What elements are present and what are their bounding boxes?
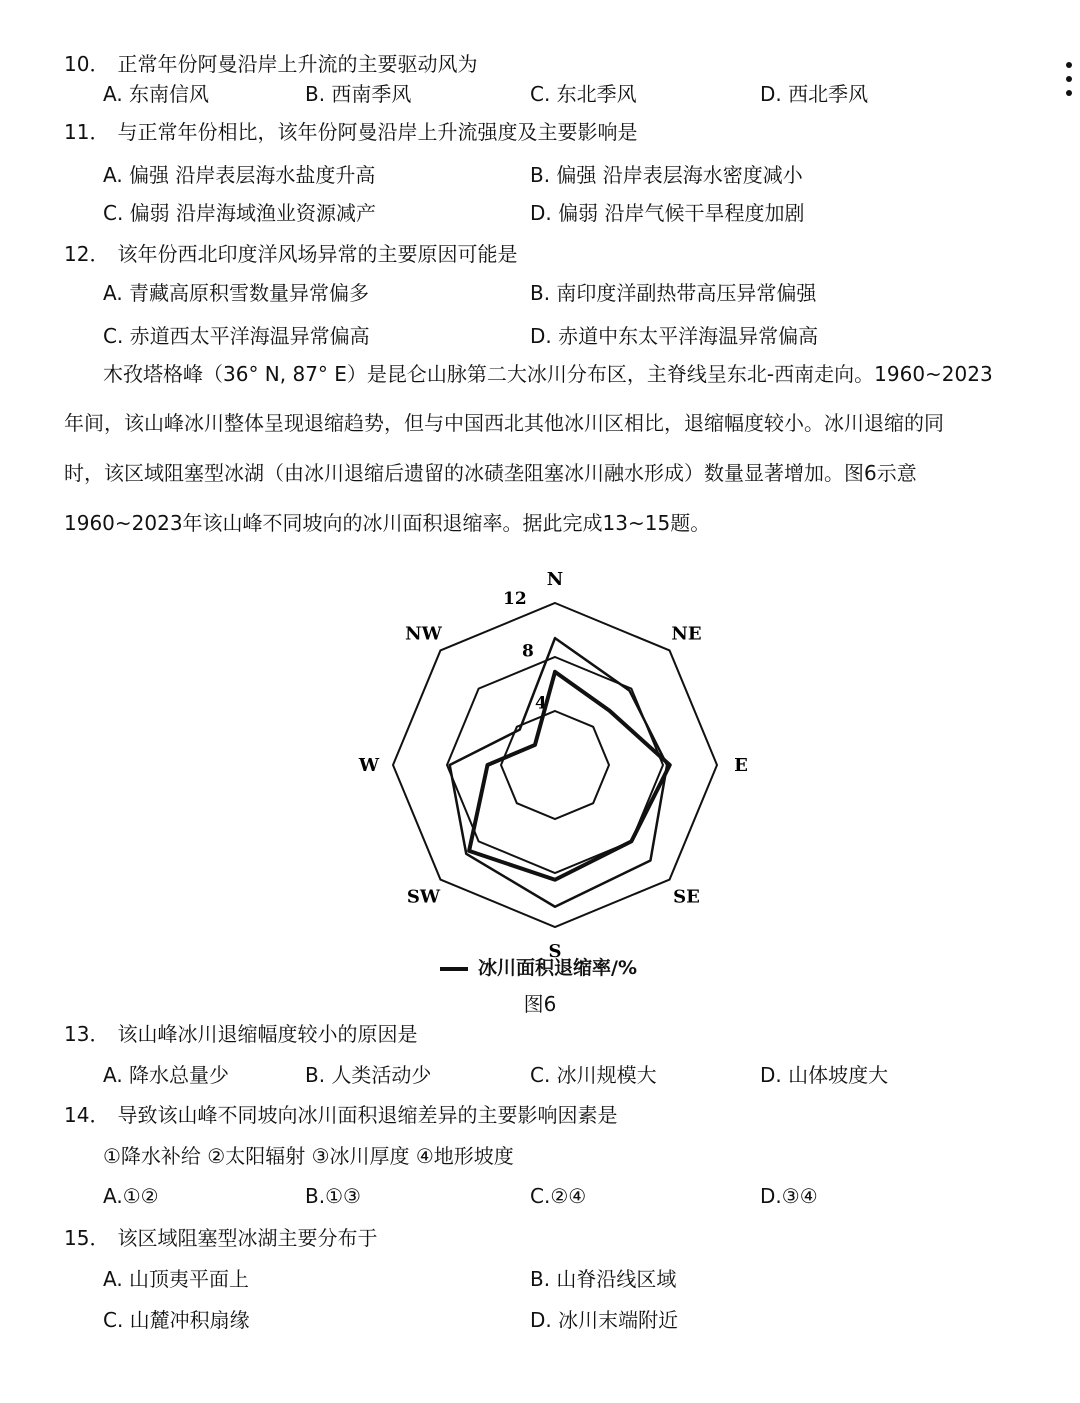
option-a[interactable]: A. 偏强 沿岸表层海水盐度升高 bbox=[103, 163, 376, 187]
option-c[interactable]: C. 偏弱 沿岸海域渔业资源减产 bbox=[103, 201, 377, 225]
question-number: 14． bbox=[64, 1103, 110, 1127]
radar-labels bbox=[358, 569, 748, 960]
radar-series bbox=[450, 638, 670, 907]
option-d[interactable]: D. 山体坡度大 bbox=[760, 1063, 889, 1087]
legend-line-icon bbox=[440, 967, 468, 971]
direction-label-ne: NE bbox=[671, 623, 702, 645]
direction-label-s: S bbox=[548, 941, 562, 960]
question-number: 13． bbox=[64, 1022, 110, 1046]
option-b[interactable]: B.①③ bbox=[305, 1184, 361, 1208]
passage-line-3: 时，该区域阻塞型冰湖（由冰川退缩后遗留的冰碛垄阻塞冰川融水形成）数量显著增加。图6示意 bbox=[64, 461, 917, 485]
option-b[interactable]: B. 人类活动少 bbox=[305, 1063, 432, 1087]
question-stem: 与正常年份相比，该年份阿曼沿岸上升流强度及主要影响是 bbox=[117, 120, 638, 144]
option-c[interactable]: C. 山麓冲积扇缘 bbox=[103, 1308, 250, 1332]
question-number: 12． bbox=[64, 242, 110, 266]
question-11 bbox=[64, 118, 637, 146]
option-d[interactable]: D. 冰川末端附近 bbox=[530, 1308, 679, 1332]
ring-label: 8 bbox=[521, 641, 534, 662]
option-a[interactable]: A. 山顶夷平面上 bbox=[103, 1267, 250, 1291]
question-14 bbox=[64, 1101, 617, 1129]
figure-caption: 图6 bbox=[523, 992, 557, 1016]
direction-label-nw: NW bbox=[405, 623, 442, 645]
legend-label: 冰川面积退缩率/% bbox=[478, 957, 637, 979]
question-stem: 正常年份阿曼沿岸上升流的主要驱动风为 bbox=[117, 52, 478, 76]
passage-line-4: 1960~2023年该山峰不同坡向的冰川面积退缩率。据此完成13~15题。 bbox=[64, 511, 711, 535]
direction-label-se: SE bbox=[673, 886, 700, 908]
direction-label-w: W bbox=[358, 755, 380, 776]
option-d[interactable]: D. 赤道中东太平洋海温异常偏高 bbox=[530, 324, 819, 348]
option-d[interactable]: D. 偏弱 沿岸气候干旱程度加剧 bbox=[530, 201, 805, 225]
question-15 bbox=[64, 1224, 377, 1252]
option-c[interactable]: C.②④ bbox=[530, 1184, 587, 1208]
question-stem: 该区域阻塞型冰湖主要分布于 bbox=[117, 1226, 378, 1250]
direction-label-sw: SW bbox=[406, 886, 441, 908]
option-b[interactable]: B. 偏强 沿岸表层海水密度减小 bbox=[530, 163, 803, 187]
series-line-2 bbox=[450, 638, 667, 907]
series-line-1 bbox=[469, 672, 670, 880]
option-a[interactable]: A.①② bbox=[103, 1184, 159, 1208]
direction-label-n: N bbox=[546, 569, 564, 590]
option-a[interactable]: A. 青藏高原积雪数量异常偏多 bbox=[103, 281, 370, 305]
question-number: 10． bbox=[64, 52, 110, 76]
option-a[interactable]: A. 东南信风 bbox=[103, 82, 210, 106]
radar-chart bbox=[330, 560, 770, 960]
question-stem: 导致该山峰不同坡向冰川面积退缩差异的主要影响因素是 bbox=[117, 1103, 618, 1127]
option-c[interactable]: C. 冰川规模大 bbox=[530, 1063, 657, 1087]
factor-list: ①降水补给 ②太阳辐射 ③冰川厚度 ④地形坡度 bbox=[103, 1144, 514, 1168]
question-stem: 该山峰冰川退缩幅度较小的原因是 bbox=[117, 1022, 418, 1046]
option-b[interactable]: B. 南印度洋副热带高压异常偏强 bbox=[530, 281, 817, 305]
question-12 bbox=[64, 240, 517, 268]
question-10 bbox=[64, 50, 477, 78]
option-b[interactable]: B. 西南季风 bbox=[305, 82, 412, 106]
question-stem: 该年份西北印度洋风场异常的主要原因可能是 bbox=[117, 242, 518, 266]
option-d[interactable]: D. 西北季风 bbox=[760, 82, 869, 106]
passage-line-1: 木孜塔格峰（36° N, 87° E）是昆仑山脉第二大冰川分布区，主脊线呈东北-西南走向。1960~2023 bbox=[103, 362, 993, 386]
option-b[interactable]: B. 山脊沿线区域 bbox=[530, 1267, 677, 1291]
radar-ring-4 bbox=[501, 711, 609, 819]
ring-label: 4 bbox=[535, 693, 547, 714]
chart-legend bbox=[440, 953, 637, 980]
question-number: 11． bbox=[64, 120, 110, 144]
option-c[interactable]: C. 赤道西太平洋海温异常偏高 bbox=[103, 324, 370, 348]
question-13 bbox=[64, 1020, 417, 1048]
direction-label-e: E bbox=[734, 755, 748, 776]
option-c[interactable]: C. 东北季风 bbox=[530, 82, 637, 106]
option-a[interactable]: A. 降水总量少 bbox=[103, 1063, 230, 1087]
option-d[interactable]: D.③④ bbox=[760, 1184, 818, 1208]
ring-label: 12 bbox=[503, 588, 527, 609]
more-menu-icon[interactable] bbox=[1066, 62, 1074, 104]
question-number: 15． bbox=[64, 1226, 110, 1250]
passage-line-2: 年间，该山峰冰川整体呈现退缩趋势，但与中国西北其他冰川区相比，退缩幅度较小。冰川退缩的同 bbox=[64, 411, 944, 435]
